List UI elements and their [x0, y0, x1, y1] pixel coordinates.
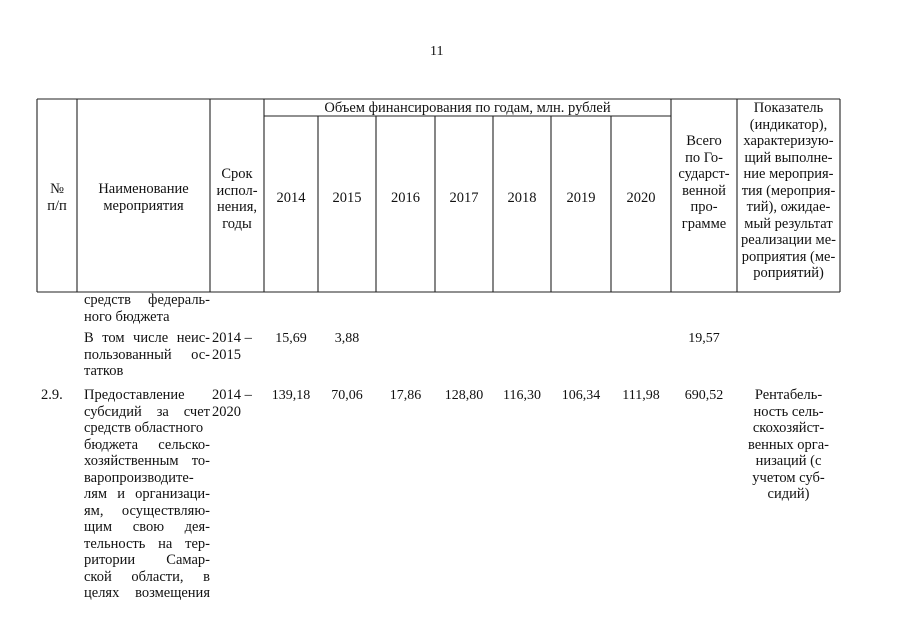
header-col-term-line: годы [222, 215, 252, 232]
header-col-total-line: сударст- [678, 166, 730, 182]
header-col-total-line: Всего [686, 133, 722, 149]
header-col-total-line: про- [690, 199, 718, 215]
header-col-indicator-line: щий выполне- [744, 149, 833, 166]
header-year-2017: 2017 [449, 190, 479, 206]
header-col-num-line: № [50, 181, 64, 197]
header-col-name-line: мероприятия [103, 197, 184, 214]
header-col-term-line: нения, [216, 199, 257, 215]
unused-value-2014: 15,69 [275, 331, 307, 346]
header-year-2014: 2014 [276, 190, 306, 206]
header-col-term-line: испол- [216, 182, 258, 199]
row-2-9-indicator-line: низаций (с [755, 453, 822, 469]
row-2-9-name-line: Предоставление [84, 387, 185, 403]
row-2-9-name-line: лям и организаци- [84, 486, 210, 502]
row-2-9-value-2015: 70,06 [331, 388, 363, 403]
header-col-term [210, 166, 264, 232]
header-col-indicator-line: ние мероприя- [743, 166, 834, 182]
unused-row-name [84, 330, 210, 380]
header-col-indicator-line: тия (мероприя- [741, 182, 836, 199]
row-2-9-indicator-line: Рентабель- [754, 387, 823, 403]
row-2-9-name-line: варопроизводите- [84, 469, 194, 486]
row-2-9-name-line: тельность на тер- [84, 535, 210, 552]
unused-name-line: пользованный ос- [84, 346, 210, 363]
continuation-name-line: ного бюджета [84, 308, 170, 325]
header-col-indicator-line: Показатель [753, 100, 824, 116]
row-2-9-indicator-line: ность сель- [753, 403, 824, 420]
header-col-name-line: Наименование [98, 181, 189, 197]
row-2-9-indicator [737, 387, 840, 503]
row-2-9-indicator-line: скохозяйст- [752, 420, 825, 436]
header-col-indicator-line: (индикатор), [749, 116, 828, 133]
header-col-indicator-line: мый результат [744, 215, 833, 232]
unused-term-line: 2014 – [212, 330, 252, 346]
row-2-9-name-line: хозяйственным то- [84, 453, 210, 469]
unused-term-line: 2015 [212, 346, 241, 363]
header-col-total [671, 133, 737, 232]
header-col-name [77, 181, 210, 214]
header-col-total-line: по Го- [685, 149, 723, 166]
row-2-9-name-line: ской области, в [84, 568, 210, 585]
row-2-9-value-2014: 139,18 [271, 388, 311, 403]
row-2-9-name-line: ритории Самар- [84, 552, 210, 568]
row-2-9-term-line: 2020 [212, 403, 241, 420]
header-year-2016: 2016 [391, 190, 420, 206]
row-2-9-name-line: средств областного [84, 420, 204, 436]
unused-total: 19,57 [688, 331, 720, 346]
header-col-indicator-line: тий), ожидае- [746, 199, 831, 215]
header-col-total-line: венной [682, 182, 726, 199]
row-2-9-name-line: ям, осуществляю- [84, 502, 210, 519]
header-year-2020: 2020 [626, 190, 656, 206]
unused-value-2015: 3,88 [334, 331, 360, 346]
header-col-num-line: п/п [47, 197, 67, 214]
page-number: 11 [430, 44, 444, 59]
header-year-2018: 2018 [507, 190, 537, 206]
header-col-num [37, 181, 77, 214]
row-2-9-total: 690,52 [684, 388, 724, 403]
unused-name-line: татков [84, 363, 124, 379]
header-funding-title: Объем финансирования по годам, млн. рублей [324, 100, 611, 116]
row-2-9-num: 2.9. [41, 387, 63, 403]
row-2-9-name-line: щим свою дея- [84, 519, 210, 535]
header-col-indicator-line: роприятия (ме- [741, 248, 836, 265]
row-2-9-value-2019: 106,34 [561, 388, 601, 403]
continuation-name-line: средств федераль- [84, 292, 210, 308]
header-col-indicator [737, 100, 840, 282]
row-2-9-indicator-line: сидий) [767, 486, 810, 502]
row-2-9-value-2017: 128,80 [444, 388, 484, 403]
row-2-9-term-line: 2014 – [212, 387, 252, 403]
header-col-indicator-line: роприятий) [753, 265, 824, 281]
row-2-9-value-2020: 111,98 [622, 388, 660, 403]
header-col-indicator-line: характеризую- [743, 133, 834, 149]
row-2-9-value-2016: 17,86 [389, 388, 422, 403]
unused-name-line: В том числе неис- [84, 330, 210, 346]
row-2-9-indicator-line: учетом суб- [752, 469, 825, 486]
row-2-9-value-2018: 116,30 [503, 388, 541, 403]
header-year-2019: 2019 [566, 190, 596, 206]
unused-row-term [212, 330, 264, 363]
header-col-term-line: Срок [221, 166, 253, 182]
header-col-total-line: грамме [681, 215, 727, 232]
header-col-indicator-line: реализации ме- [741, 232, 836, 248]
row-2-9-name-line: субсидий за счет [84, 403, 210, 420]
row-2-9-name-line: бюджета сельско- [84, 436, 210, 453]
row-2-9-name-line: целях возмещения [84, 585, 210, 601]
row-2-9-name [84, 387, 210, 602]
row-2-9-indicator-line: венных орга- [747, 436, 830, 453]
row-2-9-term [212, 387, 264, 420]
continuation-row-name [84, 292, 210, 325]
header-year-2015: 2015 [332, 190, 362, 206]
